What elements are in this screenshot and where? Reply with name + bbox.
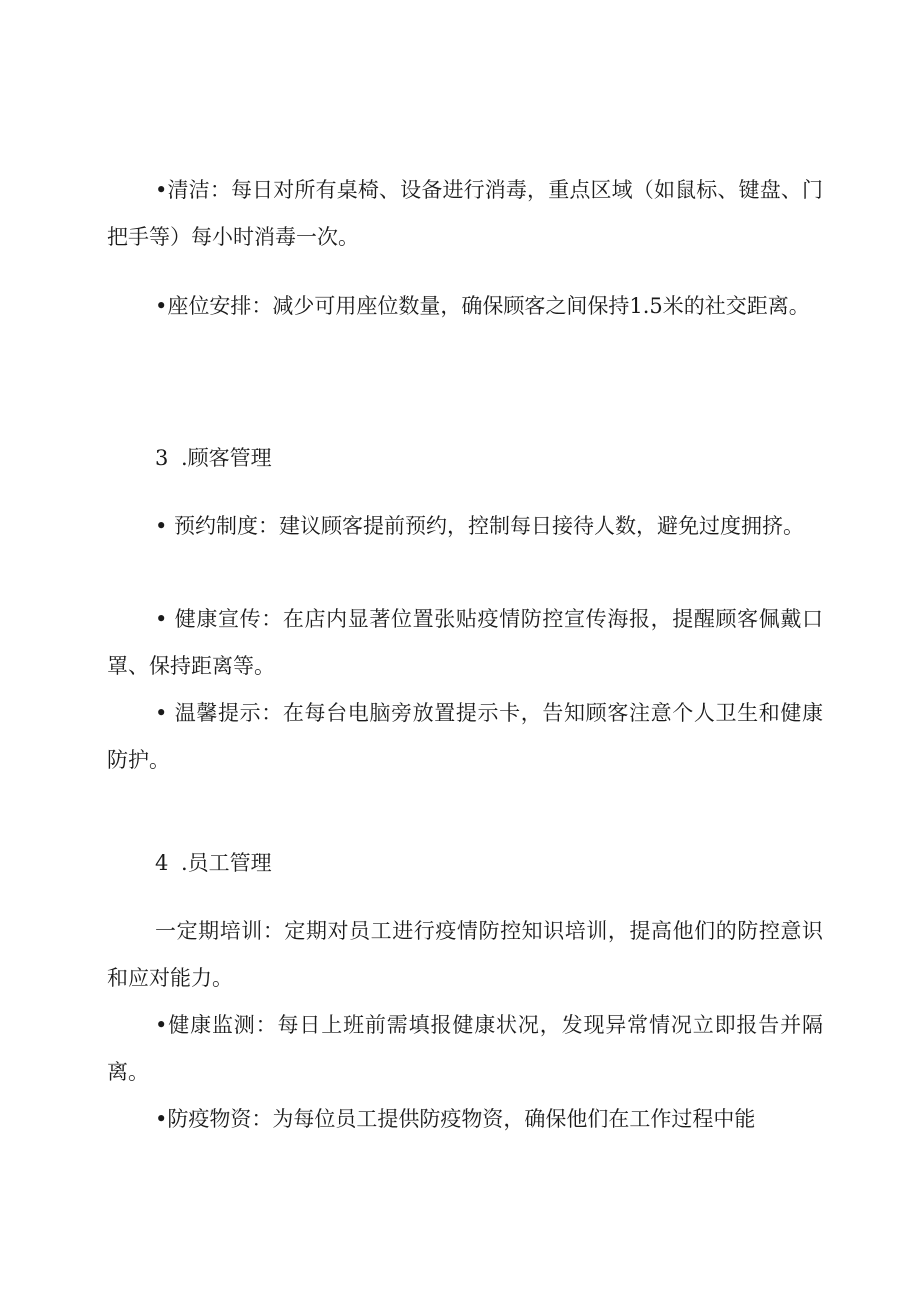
paragraph-reservation: • 预约制度：建议顾客提前预约，控制每日接待人数，避免过度拥挤。 [155,514,805,538]
section-4-title: .员工管理 [181,851,272,875]
paragraph-health-promotion: • 健康宣传：在店内显著位置张贴疫情防控宣传海报，提醒顾客佩戴口罩、保持距离等。 [107,607,823,678]
section-3-title: .顾客管理 [181,446,272,470]
section-3-number: 3 [155,446,169,470]
paragraph-supplies: •防疫物资：为每位员工提供防疫物资，确保他们在工作过程中能 [155,1107,756,1131]
section-4-number: 4 [155,851,169,875]
paragraph-health-monitoring: •健康监测：每日上班前需填报健康状况，发现异常情况立即报告并隔离。 [107,1013,823,1084]
paragraph-training: 一定期培训：定期对员工进行疫情防控知识培训，提高他们的防控意识和应对能力。 [107,919,823,990]
section-3-heading [155,443,272,473]
paragraph-warm-reminder: • 温馨提示：在每台电脑旁放置提示卡，告知顾客注意个人卫生和健康防护。 [107,701,823,772]
paragraph-cleaning: •清洁：每日对所有桌椅、设备进行消毒，重点区域（如鼠标、键盘、门把手等）每小时消毒一次。 [107,178,823,249]
section-4-heading [155,848,272,878]
paragraph-seating: •座位安排：减少可用座位数量，确保顾客之间保持1.5米的社交距离。 [155,294,810,318]
